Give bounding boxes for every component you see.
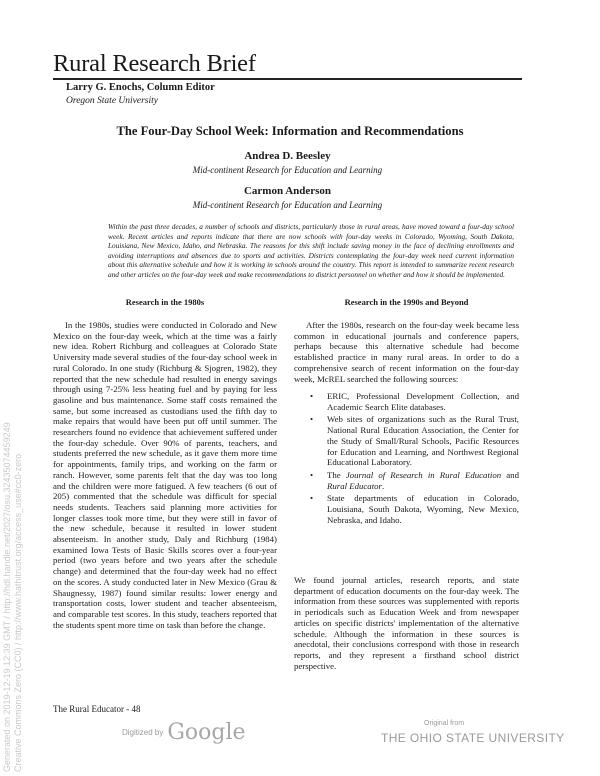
bullet-icon: •: [310, 493, 314, 504]
list-item: [294, 493, 519, 525]
google-logo: Google: [167, 720, 246, 745]
source-list: [294, 391, 519, 527]
digitized-by-label: Digitized by: [122, 728, 164, 737]
left-column-body: In the 1980s, studies were conducted in Colorado and New Mexico on the four-day week, which at the time was a fairly new idea. Robert Richburg and colleagues at Colorado State University made several studies of the four-day school week in rural Colorado. In one study (Richburg & Sjogren, 1982), they reported that the new schedule had resulted in energy savings through using 7-25% less heating fuel and by paying for less gasoline and bus maintenance. Some staff costs remained the same, but some increased as custodians used the fifth day to make repairs that would have been put off until summer. The researchers found no evidence that achievement suffered under the four-day schedule. Over 90% of parents, teachers, and students preferred the new schedule, as it gave them more time for appointments, family trips, and working on the farm or ranch. However, some parents felt that the day was too long and the children were more fatigued. A few teachers (6 out of 205) commented that the schedule was difficult for special needs students. Teachers said planning more activities for longer classes took more time, but they were still in favor of the new schedule, because it resulted in lower student absenteeism. In another study, Daly and Richburg (1984) examined Iowa Tests of Basic Skills scores over a four-year period (two years before and two years after the schedule change) and determined that the four-day week had no effect on the scores. A study conducted later in New Mexico (Grau & Shaugnessy, 1987) found similar results: lower energy and transportation costs, lower student and teacher absenteeism, and comparable test scores. In this study, teachers reported that the students spent more time on task than before the change.: [53, 320, 277, 630]
journal-name: Rural Educator: [327, 480, 382, 491]
list-item: [294, 470, 519, 491]
watermark-line: Generated on 2019-12-19 12:39 GMT / http://hdl.handle.net/2027/osu.32435074459249: [2, 422, 12, 772]
list-item-prefix: The: [327, 469, 346, 480]
right-column-intro: After the 1980s, research on the four-day week became less common in educational journals and conference papers, perhaps because this alternative schedule had become established practice in many rural areas. In order to do a comprehensive search of recent information on the four-day week, McREL searched the following sources:: [294, 320, 519, 384]
abstract: Within the past three decades, a number of schools and districts, particularly those in rural areas, have moved toward a four-day school week. Recent articles and reports indicate that there are now schools with four-day weeks in Colorado, Wyoming, South Dakota, Louisiana, New Mexico, Idaho, and Nebraska. The reasons for this shift include saving money in the face of declining enrollments and avoiding interruptions and absences due to sports and activities. Districts contemplating the four-day week need current information about this alternative schedule and how it is working in schools around the country. This report is intended to summarize recent research and other articles on the four-day week and make recommendations to district personnel on whether and how it should be implemented.: [108, 222, 514, 279]
list-item: [294, 414, 519, 468]
original-source: THE OHIO STATE UNIVERSITY: [381, 731, 565, 745]
journal-name: Journal of Research in Rural Education: [345, 469, 502, 480]
list-item-text: State departments of education in Colorado, Louisiana, South Dakota, Wyoming, New Mexico, Nebraska, and Idaho.: [327, 493, 519, 525]
journal-title: Rural Research Brief: [53, 50, 256, 77]
column-editor-affiliation: Oregon State University: [66, 96, 158, 106]
author-affiliation: Mid-continent Research for Education and Learning: [192, 165, 383, 175]
list-item: [294, 391, 519, 412]
author-name: Carmon Anderson: [243, 185, 332, 197]
list-item-text: Web sites of organizations such as the Rural Trust, National Rural Education Association, the Center for the Study of Small/Rural Schools, Pacific Resources for Education and Learning, and Northwest Regional Educational Laboratory.: [327, 414, 519, 468]
right-column-body: We found journal articles, research reports, and state department of education documents on the four-day week. The information from these sources was supplemented with reports in periodicals such as Education Week and from newspaper articles on specific districts' implementation of the alternative schedule. Although the information in these sources is anecdotal, their conclusions correspond with those in research reports, and they represent a firsthand school district perspective.: [294, 575, 519, 671]
watermark-line: Creative Commons Zero (CC0) / http://www.hathitrust.org/access_use#cc0-zero: [12, 453, 23, 772]
title-rule: [53, 78, 522, 80]
access-watermark: [2, 212, 23, 772]
list-item-suffix: .: [381, 480, 385, 491]
section-heading-1980s: Research in the 1980s: [125, 297, 205, 307]
original-from-label: Original from: [424, 720, 465, 727]
list-item-joiner: and: [501, 469, 519, 480]
section-heading-1990s: Research in the 1990s and Beyond: [344, 297, 469, 307]
page-footer: The Rural Educator - 48: [53, 704, 141, 714]
bullet-icon: •: [310, 414, 314, 425]
article-title: The Four-Day School Week: Information and Recommendations: [116, 124, 464, 138]
column-editor: Larry G. Enochs, Column Editor: [66, 82, 215, 93]
bullet-icon: •: [310, 469, 314, 480]
author-name: Andrea D. Beesley: [244, 150, 331, 162]
author-affiliation: Mid-continent Research for Education and Learning: [192, 200, 383, 210]
bullet-icon: •: [310, 391, 314, 401]
list-item-text: ERIC, Professional Development Collection, and Academic Search Elite databases.: [327, 391, 519, 412]
digitized-by-badge: [122, 720, 246, 745]
